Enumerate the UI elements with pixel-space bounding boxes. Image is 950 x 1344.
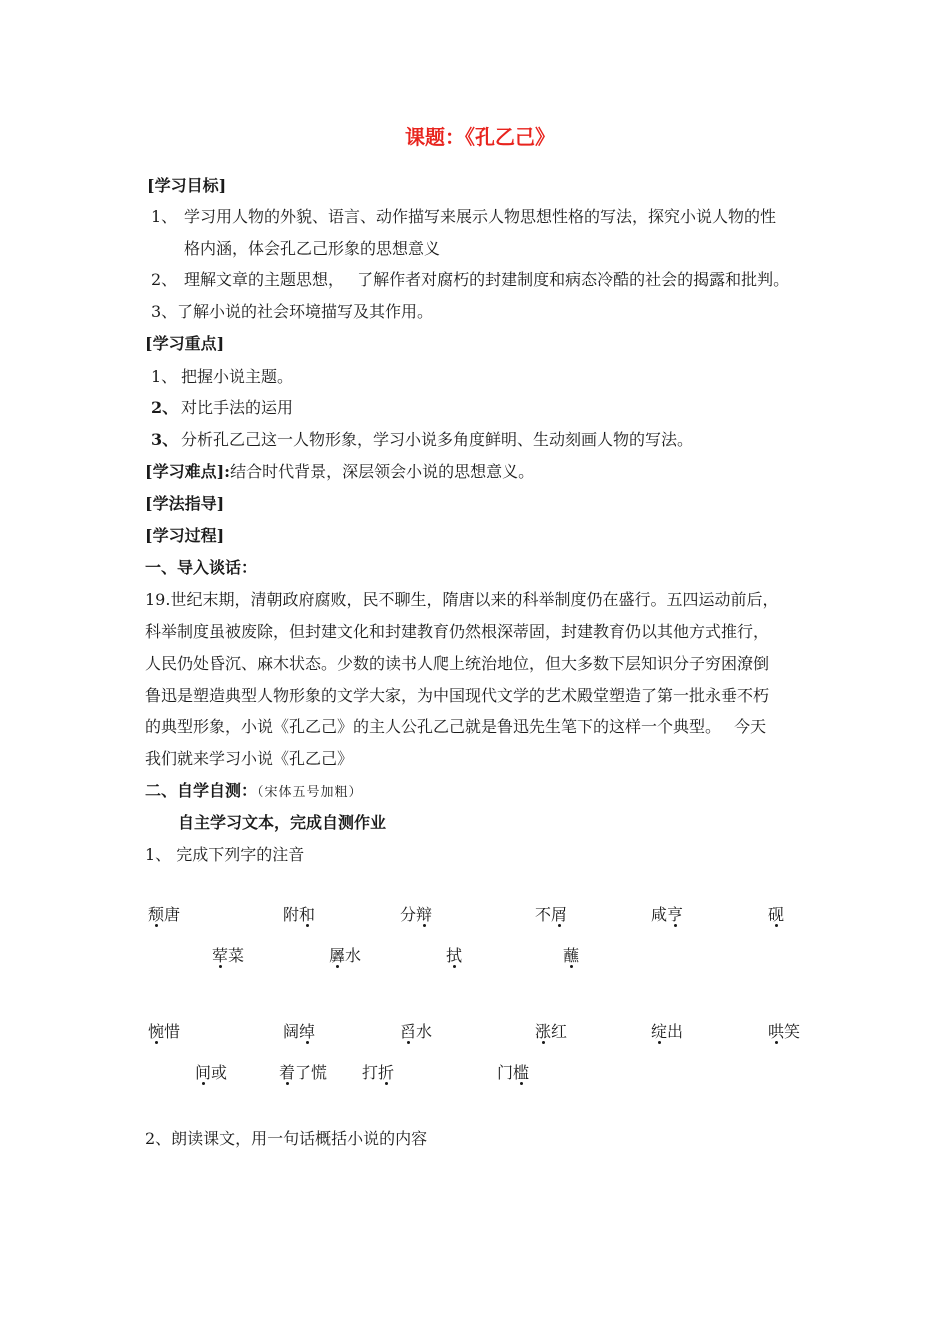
word-item: 砚 bbox=[768, 905, 785, 924]
key-point-1-text: 把握小说主题。 bbox=[181, 367, 294, 386]
key-points-heading: [学习重点] bbox=[145, 334, 225, 353]
objective-1-number: 1、 bbox=[151, 207, 178, 226]
emphasis-dot bbox=[336, 965, 339, 968]
page-title: 课题：《孔乙己》 bbox=[405, 125, 555, 149]
word-item: 荤菜 bbox=[212, 946, 245, 965]
word-item: 门槛 bbox=[497, 1063, 530, 1082]
key-point-2-number: 2、 bbox=[151, 398, 179, 417]
difficulty-label: [学习难点]: bbox=[145, 462, 231, 481]
self-test-heading: 二、自学自测： bbox=[145, 781, 258, 800]
emphasis-dot bbox=[155, 924, 158, 927]
emphasis-dot bbox=[658, 1041, 661, 1044]
emphasis-dot bbox=[219, 965, 222, 968]
word-item: 惋惜 bbox=[148, 1022, 181, 1041]
emphasis-dot bbox=[775, 1041, 778, 1044]
key-point-2-text: 对比手法的运用 bbox=[181, 398, 294, 417]
question-1: 1、 完成下列字的注音 bbox=[145, 845, 305, 864]
self-test-note: （宋体五号加粗） bbox=[257, 785, 363, 800]
word-item: 拭 bbox=[446, 946, 463, 965]
emphasis-dot bbox=[423, 924, 426, 927]
word-item: 间或 bbox=[195, 1063, 228, 1082]
word-item: 哄笑 bbox=[768, 1022, 801, 1041]
objective-1-line1: 学习用人物的外貌、语言、动作描写来展示人物思想性格的写法，探究小说人物的性 bbox=[184, 207, 777, 226]
emphasis-dot bbox=[775, 924, 778, 927]
word-item: 羼水 bbox=[329, 946, 362, 965]
emphasis-dot bbox=[407, 1041, 410, 1044]
difficulty-line bbox=[145, 462, 534, 482]
emphasis-dot bbox=[306, 1041, 309, 1044]
emphasis-dot bbox=[570, 965, 573, 968]
word-item: 分辩 bbox=[400, 905, 433, 924]
method-heading: [学法指导] bbox=[145, 494, 225, 513]
word-item: 附和 bbox=[283, 905, 316, 924]
intro-line-1: 19.世纪末期，清朝政府腐败，民不聊生，隋唐以来的科举制度仍在盛行。五四运动前后， bbox=[145, 590, 779, 609]
emphasis-dot bbox=[306, 924, 309, 927]
key-point-3-text: 分析孔乙己这一人物形象，学习小说多角度鲜明、生动刻画人物的写法。 bbox=[181, 430, 694, 449]
question-2: 2、朗读课文，用一句话概括小说的内容 bbox=[145, 1129, 428, 1148]
key-point-1-number: 1、 bbox=[151, 367, 178, 386]
emphasis-dot bbox=[155, 1041, 158, 1044]
word-item: 阔绰 bbox=[283, 1022, 316, 1041]
self-test-heading-line bbox=[145, 781, 363, 803]
emphasis-dot bbox=[520, 1082, 523, 1085]
objective-3-line1: 了解小说的社会环境描写及其作用。 bbox=[177, 302, 434, 321]
objectives-heading: [学习目标] bbox=[147, 176, 227, 195]
objective-2-line1: 理解文章的主题思想， 了解作者对腐朽的封建制度和病态冷酷的社会的揭露和批判。 bbox=[184, 270, 790, 289]
emphasis-dot bbox=[385, 1082, 388, 1085]
word-item: 舀水 bbox=[400, 1022, 433, 1041]
objective-1-line2: 格内涵，体会孔乙己形象的思想意义 bbox=[184, 239, 441, 258]
intro-line-2: 科举制度虽被废除，但封建文化和封建教育仍然根深蒂固，封建教育仍以其他方式推行， bbox=[145, 622, 770, 641]
emphasis-dot bbox=[202, 1082, 205, 1085]
emphasis-dot bbox=[453, 965, 456, 968]
objective-2-number: 2、 bbox=[151, 270, 178, 289]
word-item: 颓唐 bbox=[148, 905, 181, 924]
word-item: 蘸 bbox=[563, 946, 580, 965]
intro-line-6: 我们就来学习小说《孔乙己》 bbox=[145, 749, 354, 768]
word-item: 咸亨 bbox=[651, 905, 684, 924]
word-item: 不屑 bbox=[535, 905, 568, 924]
emphasis-dot bbox=[558, 924, 561, 927]
word-item: 绽出 bbox=[651, 1022, 684, 1041]
key-point-3-number: 3、 bbox=[151, 430, 179, 449]
word-item: 打折 bbox=[362, 1063, 395, 1082]
word-item: 涨红 bbox=[535, 1022, 568, 1041]
self-test-subheading: 自主学习文本，完成自测作业 bbox=[178, 813, 387, 832]
difficulty-text: 结合时代背景，深层领会小说的思想意义。 bbox=[230, 462, 535, 481]
word-item: 着了慌 bbox=[279, 1063, 328, 1082]
intro-line-5: 的典型形象，小说《孔乙己》的主人公孔乙己就是鲁迅先生笔下的这样一个典型。 今天 bbox=[145, 717, 767, 736]
process-heading: [学习过程] bbox=[145, 526, 225, 545]
intro-line-3: 人民仍处昏沉、麻木状态。少数的读书人爬上统治地位，但大多数下层知识分子穷困潦倒 bbox=[145, 654, 770, 673]
intro-line-4: 鲁迅是塑造典型人物形象的文学大家，为中国现代文学的艺术殿堂塑造了第一批永垂不朽 bbox=[145, 686, 770, 705]
emphasis-dot bbox=[286, 1082, 289, 1085]
intro-heading: 一、导入谈话： bbox=[145, 558, 258, 577]
objective-3-number: 3、 bbox=[151, 302, 178, 321]
emphasis-dot bbox=[542, 1041, 545, 1044]
emphasis-dot bbox=[674, 924, 677, 927]
